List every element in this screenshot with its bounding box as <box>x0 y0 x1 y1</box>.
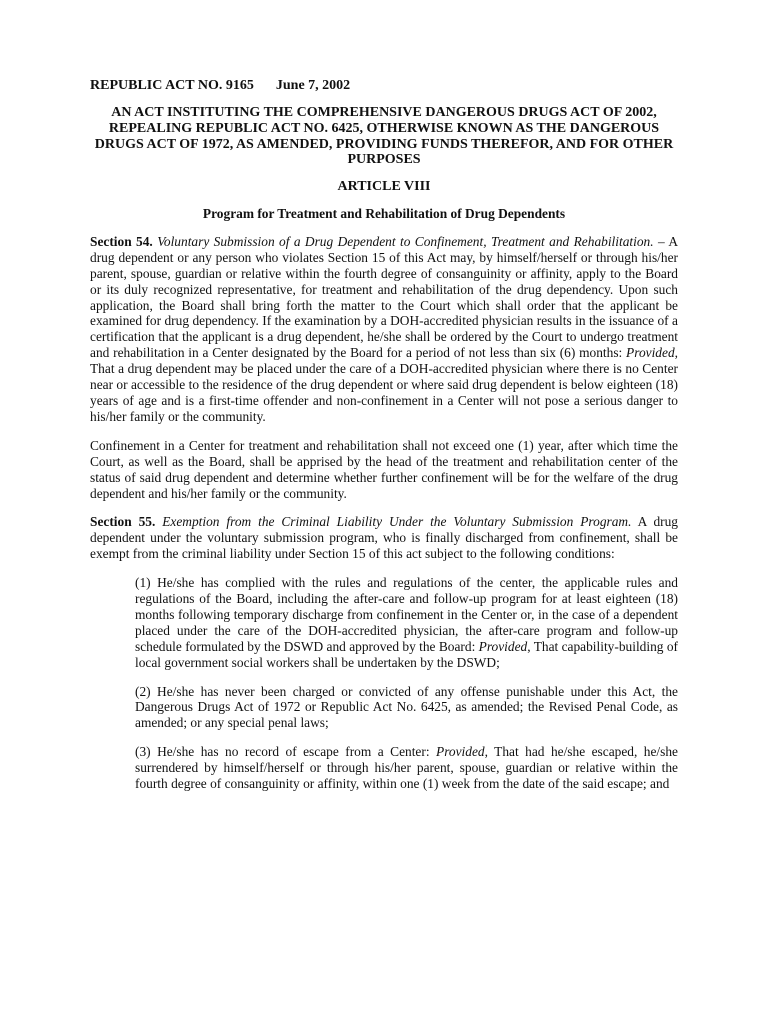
condition-1-text-b: , That capability-building of local government social workers shall be undertaken by the DSWD; <box>135 638 678 670</box>
condition-3-text-a: (3) He/she has no record of escape from a Center: <box>135 744 437 760</box>
section-55-number: Section 55. <box>90 514 156 530</box>
section-54-text-1: – A drug dependent or any person who violates Section 15 of this Act may, by himself/herself or through his/her parent, spouse, guardian or relative within the fourth degree of consanguinity or affinity, apply to the Board or its duly recognized representative, for treatment and rehabilitation of the drug dependency. Upon such application, the Board shall bring forth the matter to the Court which shall order that the applicant be examined for drug dependency. If the examination by a DOH-accredited physician results in the issuance of a certification that the applicant is a drug dependent, he/she shall be ordered by the Court to undergo treatment and rehabilitation in a Center designated by the Board for a period of not less than six (6) months: <box>90 233 678 361</box>
section-54-paragraph <box>90 234 678 425</box>
section-55-text: A drug dependent under the voluntary submission program, who is finally discharged from confinement, shall be exempt from the criminal liability under Section 15 of this act subject to the following conditions: <box>90 514 678 562</box>
act-number: REPUBLIC ACT NO. 9165 <box>90 78 254 93</box>
condition-1 <box>135 575 678 670</box>
act-title: AN ACT INSTITUTING THE COMPREHENSIVE DANGEROUS DRUGS ACT OF 2002, REPEALING REPUBLIC ACT NO. 6425, OTHERWISE KNOWN AS THE DANGEROUS DRUGS ACT OF 1972, AS AMENDED, PROVIDING FUNDS THEREFOR, AND FOR OTHER PURPOSES <box>94 104 674 168</box>
act-date: June 7, 2002 <box>275 78 351 93</box>
section-54-title: Voluntary Submission of a Drug Dependent to Confinement, Treatment and Rehabilitation. <box>157 233 654 249</box>
condition-1-text-a: (1) He/she has complied with the rules and regulations of the center, the applicable rules and regulations of the Board, including the after-care and follow-up program for at least eighteen (18) months following temporary discharge from confinement in the Center or, in the case of a dependent placed under the care of the DOH-accredited physician, the after-care program and follow-up schedule formulated by the DSWD and approved by the Board: <box>135 575 678 654</box>
condition-3 <box>135 744 678 792</box>
article-heading: ARTICLE VIII <box>337 179 431 195</box>
article-title: Program for Treatment and Rehabilitation of Drug Dependents <box>202 206 566 221</box>
section-54-paragraph-2: Confinement in a Center for treatment and rehabilitation shall not exceed one (1) year, after which time the Court, as well as the Board, shall be apprised by the head of the treatment and rehabilitation center of the status of said drug dependent and determine whether further confinement will be for the welfare of the drug dependent and his/her family or the community. <box>90 437 678 501</box>
section-55-paragraph <box>90 514 678 562</box>
section-54-text-2: , That a drug dependent may be placed under the care of a DOH-accredited physician where there is no Center near or accessible to the residence of the drug dependent or where said drug dependent is below eighteen (18) years of age and is a first-time offender and non-confinement in a Center will not pose a serious danger to his/her family or the community. <box>90 345 678 424</box>
section-54-number: Section 54. <box>90 233 153 249</box>
condition-3-text-b: , That had he/she escaped, he/she surrendered by himself/herself or through his/her parent, spouse, guardian or relative within the fourth degree of consanguinity or affinity, within one (1) week from the date of the said escape; and <box>135 744 679 792</box>
condition-3-provided: Provided <box>436 744 485 760</box>
section-55-title: Exemption from the Criminal Liability Under the Voluntary Submission Program. <box>162 514 632 530</box>
document-header <box>90 78 678 94</box>
section-54-provided: Provided <box>626 345 675 361</box>
condition-1-provided: Provided <box>478 638 528 654</box>
condition-2: (2) He/she has never been charged or convicted of any offense punishable under this Act, the Dangerous Drugs Act of 1972 or Republic Act No. 6425, as amended; the Revised Penal Code, as amended; or any special penal laws; <box>135 683 678 731</box>
